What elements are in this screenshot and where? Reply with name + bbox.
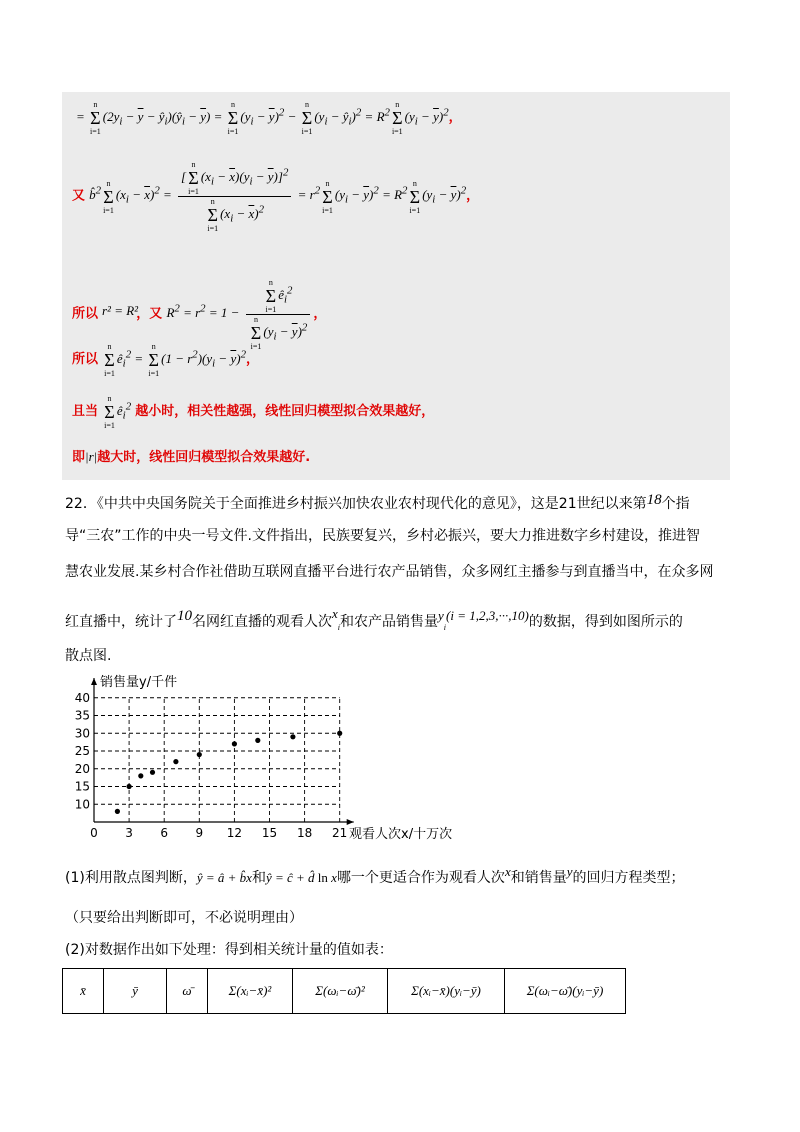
text: (1)利用散点图判断， <box>65 870 197 886</box>
text: 个指 <box>661 496 690 512</box>
solution-equation-1: = n Σ $i=1(2y_i - \overline{y}$ − $ŷ_i)(ŷ_i - \overline{y}) = n$ Σ $i=1(y_i - \overline{y})^2 - n$ Σ $i=1(y_i$ − $ŷ_i)^2 = R^2n$ Σ $i=1(y_i - \overline{y})^2$， <box>76 100 462 136</box>
header-sum-x-sq: Σ(xᵢ−x̄)² <box>208 969 293 1014</box>
data-point <box>255 738 260 743</box>
text: 22．《中共中央国务院关于全面推进乡村振兴加快农业农村现代化的意见》，这是21世纪以来第 <box>65 496 647 512</box>
label-also-2: ，又 <box>136 306 163 322</box>
chart-axes <box>91 678 354 825</box>
problem-line-5: 散点图. <box>65 648 112 664</box>
problem-line-3: 慧农业发展.某乡村合作社借助互联网直播平台进行农产品销售，众多网红主播参与到直播当中，在众多网 <box>65 564 714 580</box>
scatter-chart <box>60 672 460 844</box>
text: 的数据，得到如图所示的 <box>528 614 683 630</box>
question-1 <box>65 862 737 888</box>
header-sum-omega-y: Σ(ωᵢ−ω̄)(yᵢ−ȳ) <box>505 969 626 1014</box>
data-point <box>290 734 295 739</box>
question-1-note: （只要给出判断即可，不必说明理由） <box>65 910 303 926</box>
solution-equation-4: 所以 n Σ $i=1ê_i^2 = n$ Σ $i=1(1 - r^2)(y_i - \overline{y})^2$， <box>72 342 260 378</box>
text: 名网红直播的观看人次 <box>192 614 332 630</box>
punct: ， <box>246 351 260 367</box>
y-tick-label: 25 <box>74 744 90 758</box>
text: 和农产品销售量 <box>340 614 439 630</box>
conclusion-text-1: 越小时，相关性越强，线性回归模型拟合效果越好， <box>135 403 435 419</box>
chart-points <box>115 731 343 814</box>
header-x-bar: x̄ <box>63 969 104 1014</box>
x-tick-label: 3 <box>125 826 133 840</box>
data-point <box>337 731 342 736</box>
y-tick-label: 10 <box>74 797 90 812</box>
var-y: y <box>438 608 444 623</box>
chart-grid <box>94 698 340 822</box>
solution-equation-2: 又 b̂$^2$n Σ $i=1(x_i - \overline{x})^2$ = [n Σ $i=1(x_i - \overline{x})(y_i - \overline{y})]^2$ n Σ $i=1(x_i - \overline{x})^2$ = $r^2n$ Σ $i=1(y_i - \overline{y})^2 = R^2n$ Σ $i=1(y_i - \overline{y})^2$， <box>72 160 480 233</box>
punct: ， <box>313 306 327 322</box>
solution-conclusion-2 <box>72 448 310 467</box>
header-sum-omega-sq: Σ(ωᵢ−ω̄)² <box>293 969 388 1014</box>
text: 和 <box>251 870 266 886</box>
x-axis-label: 观看人次x/十万次 <box>349 827 453 842</box>
label-so-2: 所以 <box>72 351 99 367</box>
model-linear: ŷ = â + b̂x <box>196 870 252 885</box>
label-when: 且当 <box>72 403 99 419</box>
x-tick-label: 21 <box>332 826 348 840</box>
punct: ， <box>448 109 462 125</box>
data-point <box>232 741 237 746</box>
x-tick-label: 12 <box>226 826 243 840</box>
header-sum-xy: Σ(xᵢ−x̄)(yᵢ−ȳ) <box>388 969 505 1014</box>
x-tick-label: 15 <box>261 826 278 840</box>
x-tick-label: 6 <box>160 826 169 840</box>
solution-conclusion-1: 且当 n Σ $i=1ê_i^2$ 越小时，相关性越强，线性回归模型拟合效果越好， <box>72 394 435 430</box>
text: 的回归方程类型； <box>572 870 685 886</box>
chart-ticks <box>75 691 348 840</box>
data-point <box>173 759 178 764</box>
data-point <box>197 752 202 757</box>
solution-block <box>62 92 730 480</box>
abs-r: |r| <box>85 449 98 464</box>
statistics-table <box>62 968 626 1014</box>
index-range: (i = 1,2,3,···,10) <box>446 608 529 623</box>
y-tick-label: 20 <box>74 761 90 776</box>
y-tick-label: 35 <box>74 708 90 723</box>
y-axis-label: 销售量y/千件 <box>100 675 178 690</box>
text: 哪一个更适合作为观看人次 <box>336 870 505 886</box>
var-x: x <box>504 864 511 879</box>
y-axis-arrow <box>91 678 97 685</box>
problem-line-4: 红直播中，统计了10名网红直播的观看人次$x_i$和农产品销售量$y_i(i = 1,2,3,\cdot\cdot\cdot,10)$的数据，得到如图所示的 <box>65 606 683 632</box>
label-that-is: 即 <box>72 450 86 465</box>
var-y: y <box>566 864 573 879</box>
model-log: ŷ = ĉ + d̂ ln x <box>265 870 337 885</box>
x-tick-label: 0 <box>90 826 98 840</box>
punct: ， <box>466 188 480 204</box>
data-point <box>127 784 132 789</box>
solution-equation-3: 所以 ，又 $R^2 = r^2 = 1$ − n Σ $i=1ê_i^2$ n Σ $i=1(y_i - \overline{y})^2$ ， <box>72 278 327 351</box>
x-tick-label: 9 <box>195 826 204 840</box>
conclusion-text-2: 越大时，线性回归模型拟合效果越好. <box>97 450 311 465</box>
table-row <box>63 969 626 1014</box>
y-tick-label: 15 <box>74 779 90 794</box>
header-y-bar: ȳ <box>104 969 167 1014</box>
y-tick-label: 40 <box>74 690 90 705</box>
x-tick-label: 18 <box>296 826 313 840</box>
data-point <box>115 809 120 814</box>
number-18: 18 <box>646 492 662 508</box>
text: 红直播中，统计了 <box>65 614 177 630</box>
text: 和销售量 <box>510 870 567 886</box>
question-2: (2)对数据作出如下处理：得到相关统计量的值如表： <box>65 942 393 958</box>
x-axis-arrow <box>347 819 354 825</box>
data-point <box>150 770 155 775</box>
y-tick-label: 30 <box>74 726 90 741</box>
var-x: x <box>332 606 338 621</box>
problem-line-2: 导“三农”工作的中央一号文件.文件指出，民族要复兴，乡村必振兴，要大力推进数字乡村建设，推进智 <box>65 528 700 544</box>
problem-line-1 <box>65 490 737 514</box>
label-so: 所以 <box>72 306 99 322</box>
header-omega-bar: ω̄ <box>167 969 208 1014</box>
r-equals-R: r² = R² <box>102 303 139 318</box>
data-point <box>138 773 143 778</box>
number-10: 10 <box>177 608 192 624</box>
label-also: 又 <box>72 188 86 204</box>
